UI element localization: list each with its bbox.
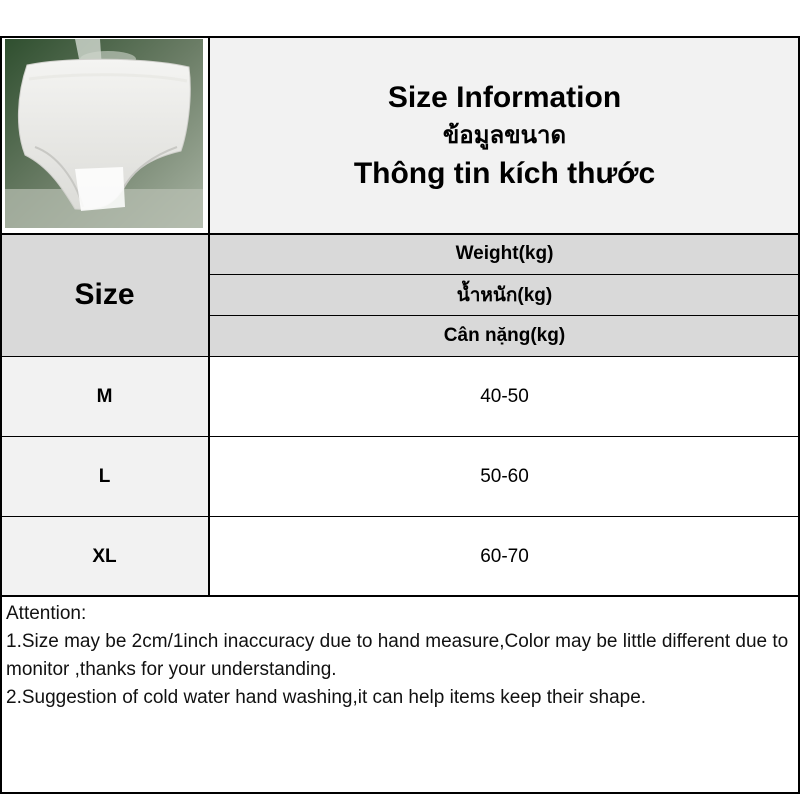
table-border-top bbox=[0, 36, 800, 38]
table-divider bbox=[0, 233, 800, 235]
table-row-weight: 60-70 bbox=[209, 517, 800, 597]
table-divider bbox=[209, 274, 800, 275]
table-border-left bbox=[0, 36, 2, 794]
table-divider bbox=[0, 436, 800, 437]
table-row-size: L bbox=[0, 437, 209, 517]
table-row-weight: 50-60 bbox=[209, 437, 800, 517]
table-row-size: M bbox=[0, 357, 209, 437]
title-vietnamese: Thông tin kích thước bbox=[353, 156, 656, 190]
table-row-weight: 40-50 bbox=[209, 357, 800, 437]
weight-header-vietnamese: Cân nặng(kg) bbox=[209, 316, 800, 356]
attention-notes bbox=[0, 596, 800, 793]
table-border-bottom bbox=[0, 792, 800, 794]
title-english: Size Information bbox=[387, 80, 622, 114]
weight-header-english: Weight(kg) bbox=[209, 234, 800, 274]
table-column-divider bbox=[208, 36, 210, 596]
size-column-header: Size bbox=[0, 234, 209, 356]
size-information-header bbox=[209, 37, 800, 234]
table-divider bbox=[0, 595, 800, 597]
table-divider bbox=[209, 315, 800, 316]
table-divider bbox=[0, 356, 800, 357]
attention-note-1: 1.Size may be 2cm/1inch inaccuracy due to hand measure,Color may be little different due to monitor ,thanks for your understanding. bbox=[6, 631, 789, 680]
attention-heading: Attention: bbox=[6, 603, 87, 624]
product-photo bbox=[5, 39, 203, 228]
attention-note-2: 2.Suggestion of cold water hand washing,it can help items keep their shape. bbox=[6, 687, 647, 708]
title-thai: ข้อมูลขนาด bbox=[442, 121, 567, 149]
table-row-size: XL bbox=[0, 517, 209, 597]
table-divider bbox=[0, 516, 800, 517]
weight-header-thai: น้ำหนัก(kg) bbox=[209, 275, 800, 315]
product-photo-cell bbox=[0, 37, 209, 234]
